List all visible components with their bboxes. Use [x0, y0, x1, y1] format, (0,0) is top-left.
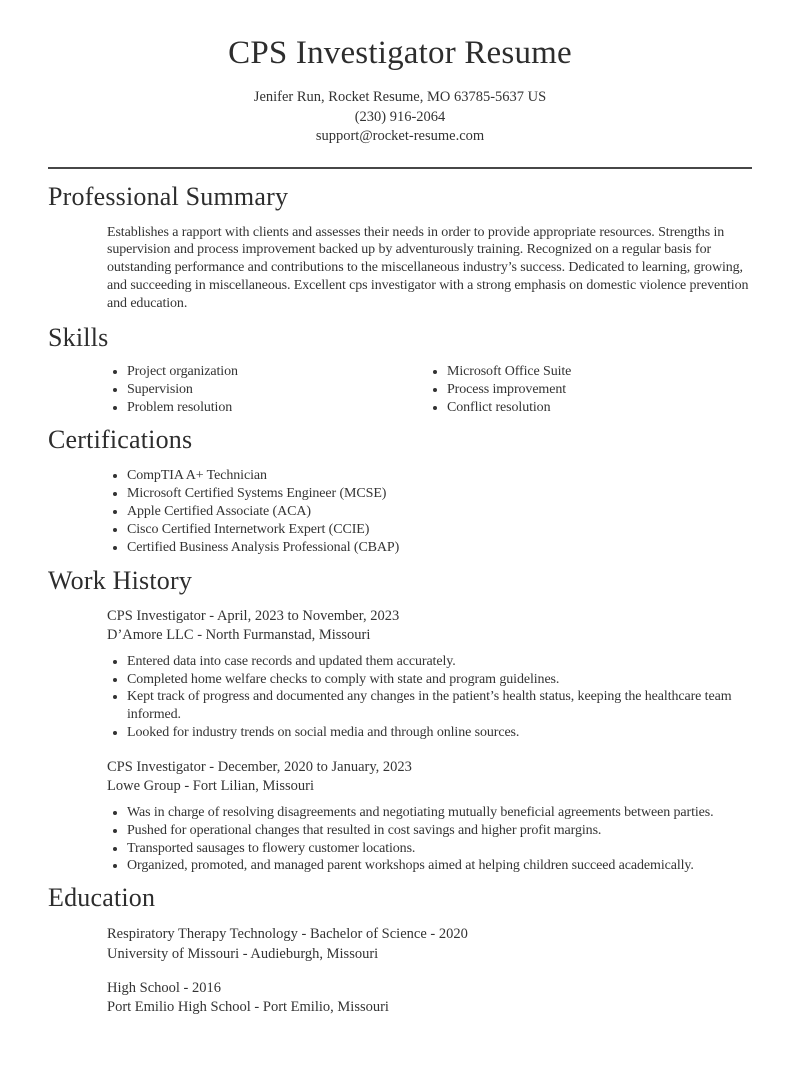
header-divider — [48, 167, 752, 169]
contact-email: support@rocket-resume.com — [315, 128, 485, 144]
certification-item: • Certified Business Analysis Professional (CBAP) — [127, 539, 751, 557]
job-bullet-list — [107, 653, 751, 743]
section-heading-work-history: Work History — [48, 566, 193, 596]
certification-item: • Apple Certified Associate (ACA) — [127, 503, 751, 521]
skills-column-left — [48, 363, 400, 417]
education-entry — [107, 925, 752, 964]
section-heading-skills: Skills — [48, 323, 109, 353]
section-work-history — [48, 565, 752, 875]
job-bullet-list — [107, 804, 751, 876]
job-company-line: Lowe Group - Fort Lilian, Missouri — [107, 778, 315, 795]
education-degree-line: High School - 2016 — [107, 979, 221, 996]
section-heading-professional-summary: Professional Summary — [48, 181, 289, 211]
skill-item: • Supervision — [127, 381, 400, 399]
job-bullet: • Transported sausages to flowery customer locations. — [127, 840, 751, 858]
skill-item: • Microsoft Office Suite — [447, 363, 752, 381]
skills-column-right — [400, 363, 752, 417]
job-bullet: • Was in charge of resolving disagreements and negotiating mutually beneficial agreements between parties. — [127, 804, 751, 822]
job-bullet: • Kept track of progress and documented any changes in the patient’s health status, keeping the healthcare team informed. — [127, 688, 751, 724]
certification-item: • CompTIA A+ Technician — [127, 467, 751, 485]
professional-summary-text: Establishes a rapport with clients and assesses their needs in order to provide appropriate resources. Strengths in supervision and process improvement backed up by adventurously training. Recognized on a regular basis for outstanding performance and contributions to the miscellaneous industry’s success. Dedicated to learning, growing, and succeeding in miscellaneous. Excellent cps investigator with a strong emphasis on domestic violence prevention and education. — [107, 224, 749, 312]
education-school-line: University of Missouri - Audieburgh, Missouri — [107, 945, 379, 962]
education-entry — [107, 979, 752, 1018]
job-title-line: CPS Investigator - December, 2020 to January, 2023 — [107, 759, 412, 776]
section-professional-summary — [48, 181, 752, 314]
resume-header — [48, 33, 752, 147]
job-title-line: CPS Investigator - April, 2023 to November, 2023 — [107, 608, 400, 625]
contact-phone: (230) 916-2064 — [354, 108, 446, 125]
job-company-line: D’Amore LLC - North Furmanstad, Missouri — [107, 627, 371, 644]
certification-item: • Microsoft Certified Systems Engineer (MCSE) — [127, 485, 751, 503]
skill-item: • Problem resolution — [127, 399, 400, 417]
page-title: CPS Investigator Resume — [228, 35, 572, 71]
skill-item: • Project organization — [127, 363, 400, 381]
section-certifications — [48, 424, 752, 557]
section-heading-education: Education — [48, 883, 156, 913]
job-bullet: • Completed home welfare checks to comply with state and program guidelines. — [127, 671, 751, 689]
job-bullet: • Entered data into case records and updated them accurately. — [127, 653, 751, 671]
job-bullet: • Pushed for operational changes that resulted in cost savings and higher profit margins. — [127, 822, 751, 840]
skill-item: • Conflict resolution — [447, 399, 752, 417]
job-entry — [107, 607, 752, 742]
certification-item: • Cisco Certified Internetwork Expert (CCIE) — [127, 521, 751, 539]
section-skills — [48, 322, 752, 417]
resume-page — [0, 33, 800, 1018]
job-entry — [107, 758, 752, 875]
section-heading-certifications: Certifications — [48, 425, 193, 455]
skills-columns — [48, 363, 752, 417]
job-bullet: • Looked for industry trends on social media and through online sources. — [127, 724, 751, 742]
job-bullet: • Organized, promoted, and managed parent workshops aimed at helping children succeed academically. — [127, 857, 751, 875]
skill-item: • Process improvement — [447, 381, 752, 399]
education-school-line: Port Emilio High School - Port Emilio, Missouri — [107, 999, 389, 1016]
contact-address: Jenifer Run, Rocket Resume, MO 63785-5637 US — [253, 89, 547, 105]
education-degree-line: Respiratory Therapy Technology - Bachelor of Science - 2020 — [107, 926, 468, 943]
certifications-list — [48, 467, 751, 557]
contact-block — [48, 88, 752, 147]
section-education — [48, 882, 752, 1017]
